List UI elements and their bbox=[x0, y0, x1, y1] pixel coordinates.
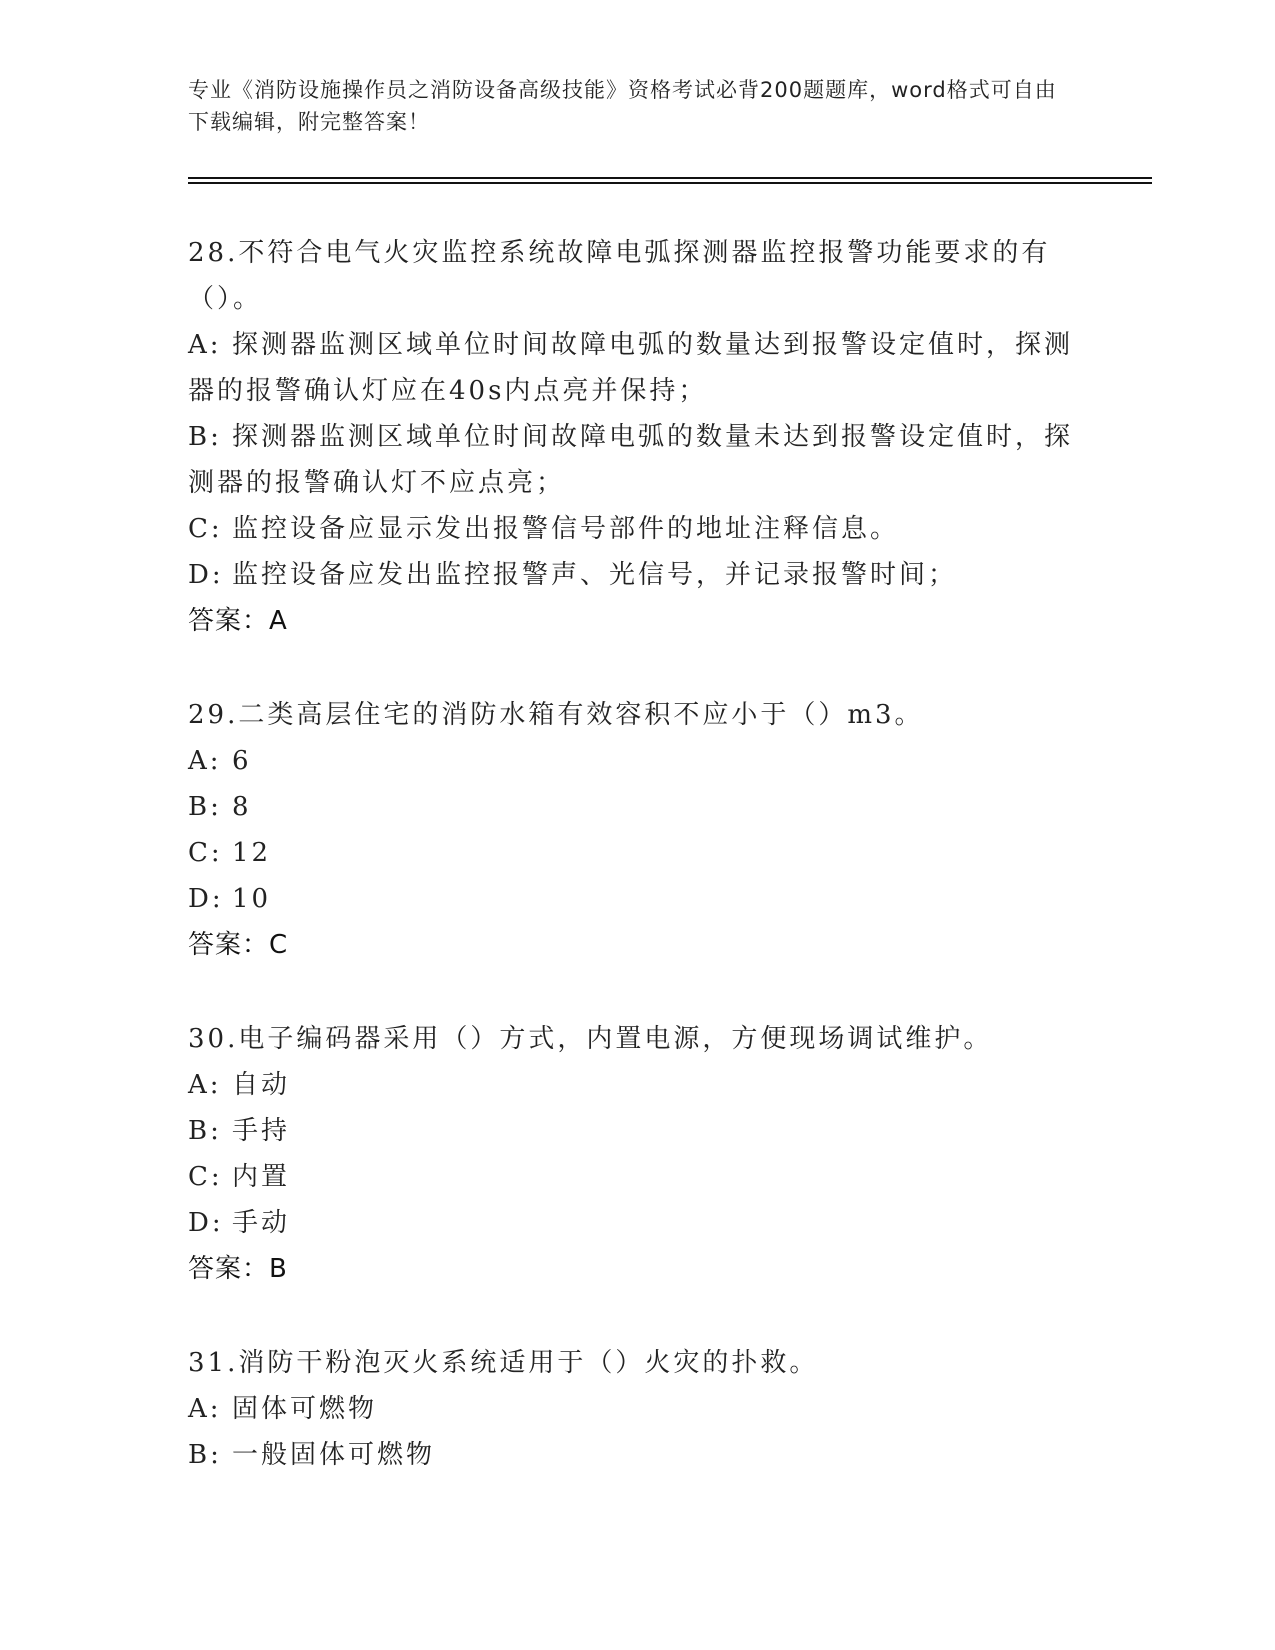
option-key: B: bbox=[188, 792, 222, 822]
option-key: A: bbox=[188, 746, 222, 776]
option-text: 手持 bbox=[232, 1116, 291, 1146]
option-key: C: bbox=[188, 514, 223, 544]
option-text: 手动 bbox=[232, 1208, 291, 1238]
option-key: B: bbox=[188, 1116, 222, 1146]
option-key: D: bbox=[188, 1208, 224, 1238]
option-b bbox=[188, 414, 1088, 506]
option-text: 监控设备应显示发出报警信号部件的地址注释信息。 bbox=[232, 514, 900, 544]
option-key: A: bbox=[188, 1070, 222, 1100]
option-d bbox=[188, 876, 1088, 922]
option-key: B: bbox=[188, 1440, 222, 1470]
option-d bbox=[188, 552, 1088, 598]
option-key: C: bbox=[188, 838, 223, 868]
question-31 bbox=[188, 1340, 1088, 1478]
question-30 bbox=[188, 1016, 1088, 1292]
document-header: 专业《消防设施操作员之消防设备高级技能》资格考试必背200题题库，word格式可自由下载编辑，附完整答案！ bbox=[188, 78, 1057, 134]
option-d bbox=[188, 1200, 1088, 1246]
question-stem: 28.不符合电气火灾监控系统故障电弧探测器监控报警功能要求的有（）。 bbox=[188, 238, 1051, 314]
option-text: 探测器监测区域单位时间故障电弧的数量达到报警设定值时，探测器的报警确认灯应在40s内点亮并保持； bbox=[188, 330, 1074, 406]
option-key: A: bbox=[188, 330, 222, 360]
option-text: 固体可燃物 bbox=[232, 1394, 378, 1424]
question-stem: 30.电子编码器采用（）方式，内置电源，方便现场调试维护。 bbox=[188, 1024, 993, 1054]
option-a bbox=[188, 1062, 1088, 1108]
option-key: D: bbox=[188, 884, 224, 914]
option-text: 12 bbox=[232, 838, 272, 868]
option-key: D: bbox=[188, 560, 224, 590]
question-28 bbox=[188, 230, 1088, 644]
option-text: 探测器监测区域单位时间故障电弧的数量未达到报警设定值时，探测器的报警确认灯不应点亮； bbox=[188, 422, 1074, 498]
answer-line: 答案：B bbox=[188, 1254, 288, 1284]
option-text: 内置 bbox=[232, 1162, 291, 1192]
header-rule-bottom bbox=[188, 182, 1152, 184]
option-c bbox=[188, 830, 1088, 876]
option-b bbox=[188, 1108, 1088, 1154]
option-c bbox=[188, 506, 1088, 552]
option-text: 6 bbox=[232, 746, 252, 776]
option-text: 自动 bbox=[232, 1070, 291, 1100]
option-text: 10 bbox=[232, 884, 272, 914]
answer-line: 答案：C bbox=[188, 930, 289, 960]
option-key: A: bbox=[188, 1394, 222, 1424]
option-text: 一般固体可燃物 bbox=[232, 1440, 436, 1470]
question-stem: 31.消防干粉泡灭火系统适用于（）火灾的扑救。 bbox=[188, 1348, 819, 1378]
option-text: 8 bbox=[232, 792, 252, 822]
option-b bbox=[188, 1432, 1088, 1478]
option-a bbox=[188, 738, 1088, 784]
answer-line: 答案：A bbox=[188, 606, 288, 636]
question-29 bbox=[188, 692, 1088, 968]
option-b bbox=[188, 784, 1088, 830]
option-key: B: bbox=[188, 422, 222, 452]
option-text: 监控设备应发出监控报警声、光信号，并记录报警时间； bbox=[232, 560, 958, 590]
question-list bbox=[188, 230, 1088, 1526]
option-c bbox=[188, 1154, 1088, 1200]
option-a bbox=[188, 1386, 1088, 1432]
header-rule-top bbox=[188, 177, 1152, 179]
question-stem: 29.二类高层住宅的消防水箱有效容积不应小于（）m3。 bbox=[188, 700, 924, 730]
option-a bbox=[188, 322, 1088, 414]
option-key: C: bbox=[188, 1162, 223, 1192]
